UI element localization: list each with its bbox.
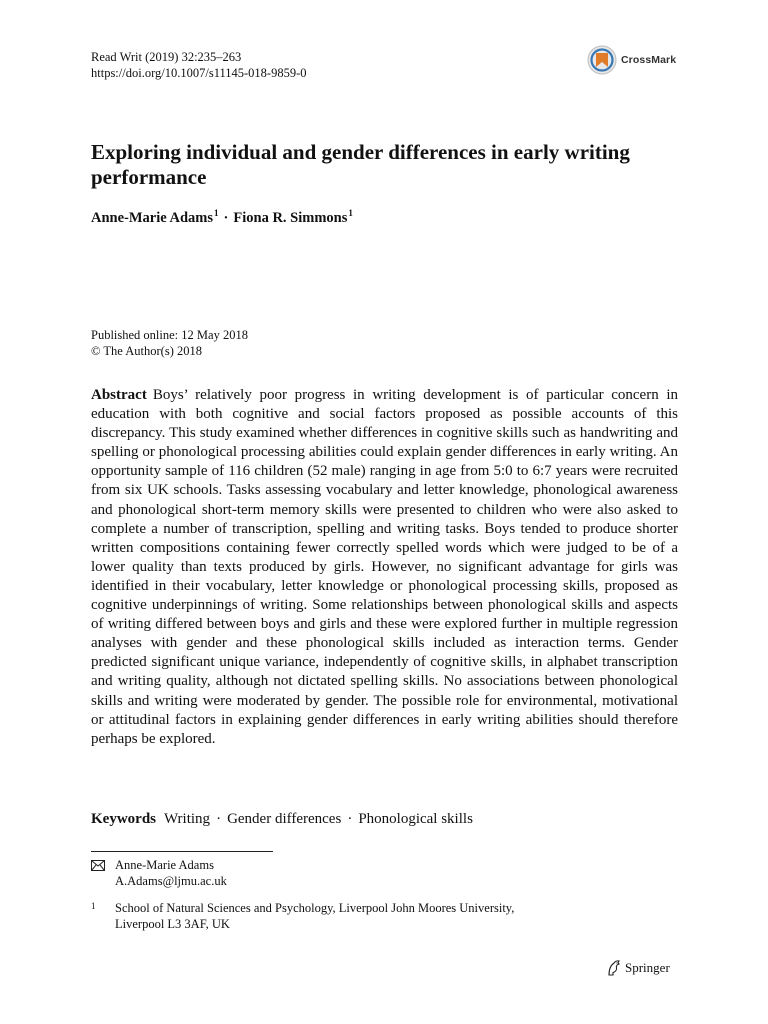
keyword-separator: · bbox=[347, 811, 353, 827]
article-title: Exploring individual and gender differences in early writing performance bbox=[91, 140, 630, 189]
crossmark-label: CrossMark bbox=[621, 54, 677, 66]
publisher-logo bbox=[606, 959, 670, 977]
correspondence-email[interactable]: A.Adams@ljmu.ac.uk bbox=[115, 874, 227, 888]
correspondence-name: Anne-Marie Adams bbox=[115, 858, 214, 872]
crossmark-badge[interactable] bbox=[587, 44, 687, 76]
author-affiliation-marker: 1 bbox=[214, 208, 219, 218]
springer-horse-icon bbox=[606, 959, 622, 977]
publication-info bbox=[91, 327, 248, 359]
keywords-label: Keywords bbox=[91, 811, 156, 827]
abstract bbox=[91, 386, 678, 749]
keyword: Writing bbox=[164, 811, 211, 827]
crossmark-icon bbox=[587, 45, 617, 75]
keyword-separator: · bbox=[216, 811, 222, 827]
journal-info bbox=[91, 49, 307, 81]
keyword: Phonological skills bbox=[358, 811, 473, 827]
footnote-divider bbox=[91, 851, 273, 852]
affiliation-number: 1 bbox=[91, 901, 96, 911]
envelope-icon bbox=[91, 860, 105, 871]
affiliation-line: Liverpool L3 3AF, UK bbox=[115, 917, 230, 931]
doi-link[interactable]: https://doi.org/10.1007/s11145-018-9859-0 bbox=[91, 66, 307, 80]
keywords bbox=[91, 811, 473, 828]
keyword: Gender differences bbox=[227, 811, 342, 827]
author-affiliation-marker: 1 bbox=[348, 208, 353, 218]
copyright-notice: © The Author(s) 2018 bbox=[91, 344, 202, 358]
journal-citation: Read Writ (2019) 32:235–263 bbox=[91, 50, 242, 64]
correspondence bbox=[91, 857, 227, 889]
abstract-label: Abstract bbox=[91, 387, 147, 403]
author-name[interactable]: Anne-Marie Adams bbox=[91, 210, 214, 226]
abstract-text: Boys’ relatively poor progress in writing development is of particular concern in education with both cognitive and social factors proposed as possible accounts of this discrepancy. This study examined whether differences in cognitive skills such as handwriting and spelling or phonological processing abilities could explain gender differences in early writing. An opportunity sample of 116 children (52 male) ranging in age from 5:0 to 6:7 years were recruited from six UK schools. Tasks assessing vocabulary and letter knowledge, phonological awareness and phonological short-term memory skills were presented to children who were also asked to complete a number of transcription, spelling and writing tasks. Boys tended to produce shorter written compositions containing fewer correctly spelled words which were judged to be of a lower quality than texts produced by girls. However, no significant advantage for girls was identified in their vocabulary, letter knowledge or phonological processing skills, proposed as cognitive underpinnings of writing. Some relationships between phonological skills and aspects of writing differed between boys and girls and these were explored further in multiple regression analyses with gender and these phonological skills included as interaction terms. Gender predicted significant unique variance, independently of cognitive skills, in alphabet transcription and writing quality, although not dictated spelling skills. No associations between phonological skills and writing were moderated by gender. The possible role for environmental, motivational or attitudinal factors in explaining gender differences in early writing abilities should therefore perhaps be explored. bbox=[91, 387, 678, 747]
author-list bbox=[91, 208, 353, 227]
author-separator: · bbox=[223, 210, 229, 226]
publisher-name: Springer bbox=[625, 960, 670, 975]
affiliation-line: School of Natural Sciences and Psychology, Liverpool John Moores University, bbox=[115, 901, 515, 915]
published-date: Published online: 12 May 2018 bbox=[91, 328, 248, 342]
author-name[interactable]: Fiona R. Simmons bbox=[233, 210, 348, 226]
affiliation bbox=[91, 900, 514, 932]
